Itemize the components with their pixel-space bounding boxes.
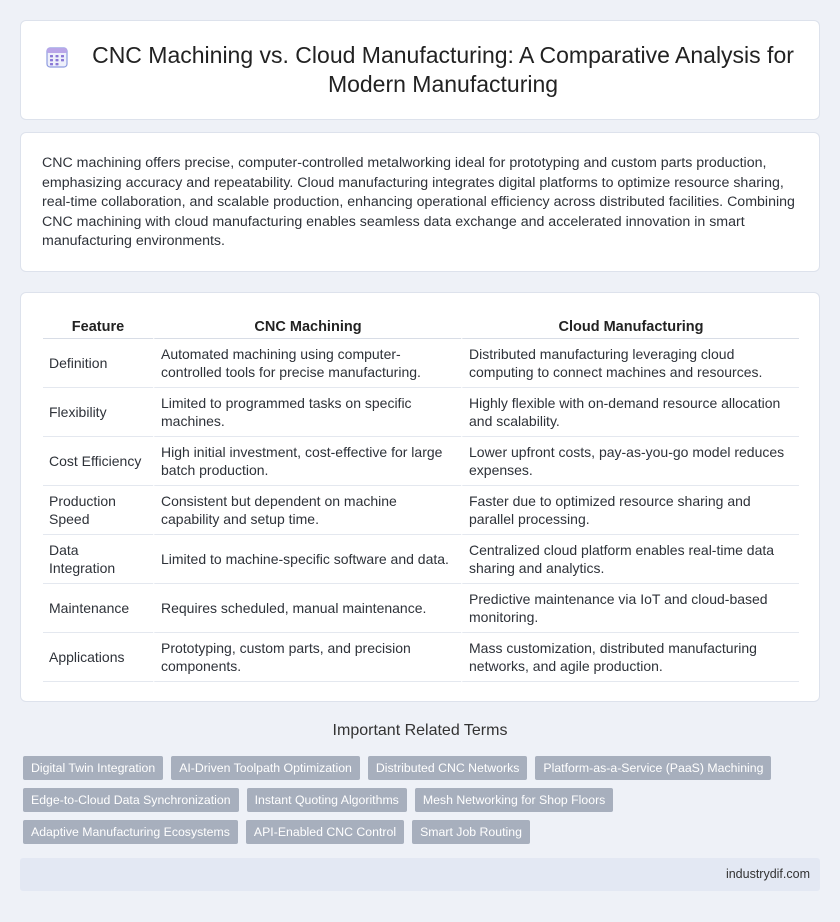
calendar-grid-icon <box>45 45 69 69</box>
footer <box>20 858 820 891</box>
table-row <box>43 584 799 633</box>
footer-site-link[interactable]: industrydif.com <box>725 867 810 881</box>
cloud-cell: Predictive maintenance via IoT and cloud-based monitoring. <box>461 584 799 633</box>
table-row <box>43 339 799 388</box>
cnc-cell: Limited to programmed tasks on specific machines. <box>153 388 461 437</box>
cloud-cell: Highly flexible with on-demand resource allocation and scalability. <box>461 388 799 437</box>
cnc-cell: Automated machining using computer-controlled tools for precise manufacturing. <box>153 339 461 388</box>
feature-cell: Definition <box>43 339 153 388</box>
term-tag[interactable]: Distributed CNC Networks <box>368 756 528 780</box>
cnc-cell: Limited to machine-specific software and data. <box>153 535 461 584</box>
cloud-cell: Distributed manufacturing leveraging cloud computing to connect machines and resources. <box>461 339 799 388</box>
page-title: CNC Machining vs. Cloud Manufacturing: A Comparative Analysis for Modern Manufacturing <box>92 42 794 97</box>
feature-cell: Cost Efficiency <box>43 437 153 486</box>
cnc-cell: Requires scheduled, manual maintenance. <box>153 584 461 633</box>
title-card <box>20 20 820 120</box>
feature-cell: Production Speed <box>43 486 153 535</box>
related-terms-heading: Important Related Terms <box>332 722 508 739</box>
cnc-cell: Consistent but dependent on machine capability and setup time. <box>153 486 461 535</box>
comparison-table <box>43 313 799 682</box>
table-row <box>43 633 799 682</box>
table-row <box>43 437 799 486</box>
header-cnc: CNC Machining <box>153 313 461 339</box>
cloud-cell: Mass customization, distributed manufacturing networks, and agile production. <box>461 633 799 682</box>
table-header-row <box>43 313 799 339</box>
term-tag[interactable]: Instant Quoting Algorithms <box>247 788 407 812</box>
cloud-cell: Faster due to optimized resource sharing and parallel processing. <box>461 486 799 535</box>
term-tag[interactable]: Platform-as-a-Service (PaaS) Machining <box>535 756 771 780</box>
table-row <box>43 388 799 437</box>
feature-cell: Data Integration <box>43 535 153 584</box>
feature-cell: Flexibility <box>43 388 153 437</box>
term-tag[interactable]: API-Enabled CNC Control <box>246 820 404 844</box>
table-row <box>43 486 799 535</box>
cnc-cell: High initial investment, cost-effective for large batch production. <box>153 437 461 486</box>
header-feature: Feature <box>43 313 153 339</box>
header-cloud: Cloud Manufacturing <box>461 313 799 339</box>
term-tag[interactable]: Digital Twin Integration <box>23 756 163 780</box>
cnc-cell: Prototyping, custom parts, and precision components. <box>153 633 461 682</box>
intro-paragraph: CNC machining offers precise, computer-controlled metalworking ideal for prototyping and custom parts production, emphasizing accuracy and repeatability. Cloud manufacturing integrates digital platforms to optimize resource sharing, real-time collaboration, and scalable production, enhancing operational efficiency across distributed facilities. Combining CNC machining with cloud manufacturing enables seamless data exchange and accelerated innovation in smart manufacturing environments. <box>42 155 795 249</box>
term-tag[interactable]: Edge-to-Cloud Data Synchronization <box>23 788 239 812</box>
feature-cell: Applications <box>43 633 153 682</box>
intro-card <box>20 132 820 272</box>
comparison-card <box>20 292 820 702</box>
feature-cell: Maintenance <box>43 584 153 633</box>
term-tag[interactable]: Adaptive Manufacturing Ecosystems <box>23 820 238 844</box>
table-row <box>43 535 799 584</box>
term-tag[interactable]: Smart Job Routing <box>412 820 530 844</box>
term-tag[interactable]: Mesh Networking for Shop Floors <box>415 788 613 812</box>
cloud-cell: Centralized cloud platform enables real-time data sharing and analytics. <box>461 535 799 584</box>
cloud-cell: Lower upfront costs, pay-as-you-go model reduces expenses. <box>461 437 799 486</box>
term-tag[interactable]: AI-Driven Toolpath Optimization <box>171 756 360 780</box>
related-terms-list <box>23 756 823 844</box>
